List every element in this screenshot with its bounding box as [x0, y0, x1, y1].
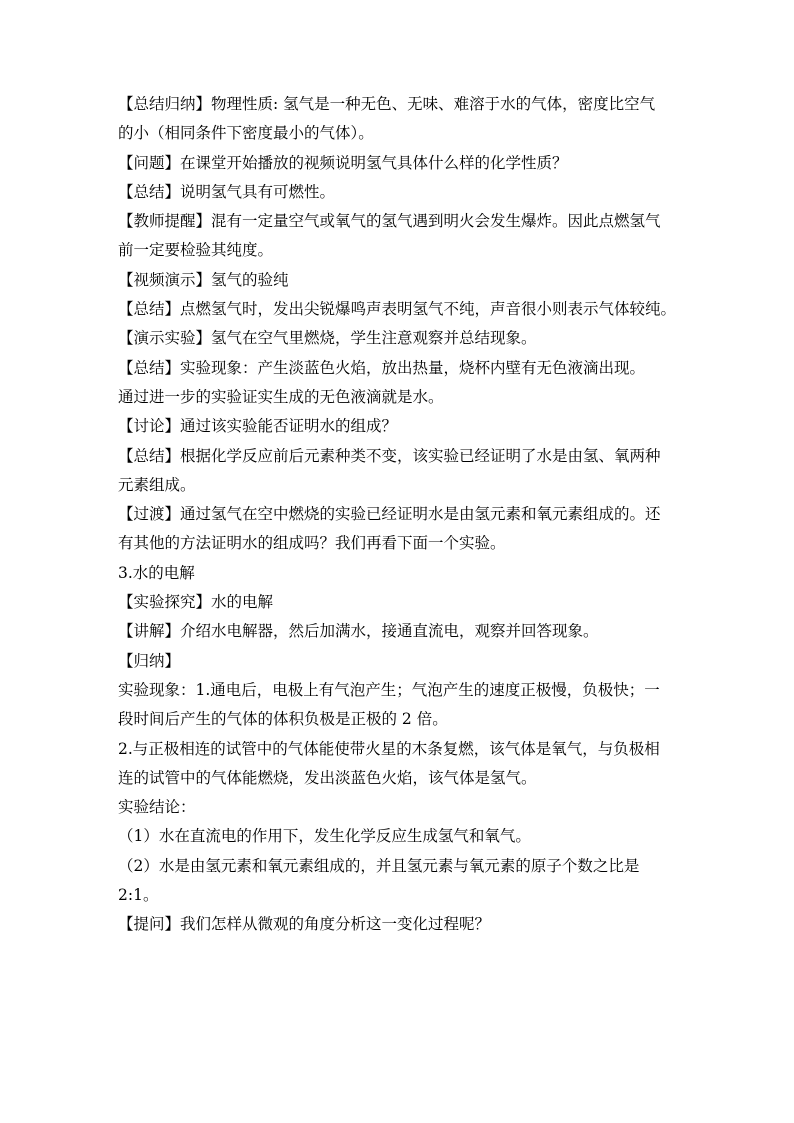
text-line: 元素组成。: [118, 475, 196, 494]
text-line: 【归纳】: [118, 651, 181, 670]
text-line: 【总结】根据化学反应前后元素种类不变，该实验已经证明了水是由氢、氧两种: [118, 446, 661, 465]
text-line: 【过渡】通过氢气在空中燃烧的实验已经证明水是由氢元素和氧元素组成的。还: [118, 505, 661, 524]
text-line: 【教师提醒】混有一定量空气或氧气的氢气遇到明火会发生爆炸。因此点燃氢气: [118, 212, 661, 231]
text-line: 有其他的方法证明水的组成吗？我们再看下面一个实验。: [118, 534, 506, 553]
text-line: 段时间后产生的气体的体积负极是正极的 2 倍。: [118, 710, 448, 729]
section-heading: 3.水的电解: [118, 563, 195, 582]
text-line: 【总结】说明氢气具有可燃性。: [118, 182, 336, 201]
text-line: 连的试管中的气体能燃烧，发出淡蓝色火焰，该气体是氢气。: [118, 768, 537, 787]
text-line: 【实验探究】水的电解: [118, 593, 274, 612]
text-line: （1）水在直流电的作用下，发生化学反应生成氢气和氧气。: [118, 827, 531, 846]
text-line: 【总结】实验现象：产生淡蓝色火焰，放出热量，烧杯内壁有无色液滴出现。: [118, 358, 646, 377]
text-line: 【讲解】介绍水电解器，然后加满水，接通直流电，观察并回答现象。: [118, 622, 599, 641]
text-line: 的小（相同条件下密度最小的气体）。: [118, 124, 374, 143]
text-line: 【问题】在课堂开始播放的视频说明氢气具体什么样的化学性质？: [118, 153, 568, 172]
text-line: 【讨论】通过该实验能否证明水的组成？: [118, 417, 398, 436]
text-line: 【提问】我们怎样从微观的角度分析这一变化过程呢？: [118, 915, 491, 934]
text-line: 【总结】点燃氢气时，发出尖锐爆鸣声表明氢气不纯，声音很小则表示气体较纯。: [118, 300, 677, 319]
text-line: 【视频演示】氢气的验纯: [118, 270, 289, 289]
document-body: [118, 90, 678, 940]
text-line: 前一定要检验其纯度。: [118, 241, 274, 260]
text-line: 实验现象：1.通电后，电极上有气泡产生；气泡产生的速度正极慢，负极快；一: [118, 680, 660, 699]
text-line: 2.与正极相连的试管中的气体能使带火星的木条复燃，该气体是氧气，与负极相: [118, 739, 660, 758]
text-line: 实验结论：: [118, 798, 196, 817]
text-line: （2）水是由氢元素和氧元素组成的，并且氢元素与氧元素的原子个数之比是: [118, 856, 640, 875]
text-line: 通过进一步的实验证实生成的无色液滴就是水。: [118, 387, 444, 406]
text-line: 【演示实验】氢气在空气里燃烧，学生注意观察并总结现象。: [118, 329, 537, 348]
text-line: 【总结归纳】物理性质: 氢气是一种无色、无味、难溶于水的气体，密度比空气: [118, 95, 656, 113]
text-line: 2:1。: [118, 886, 159, 905]
